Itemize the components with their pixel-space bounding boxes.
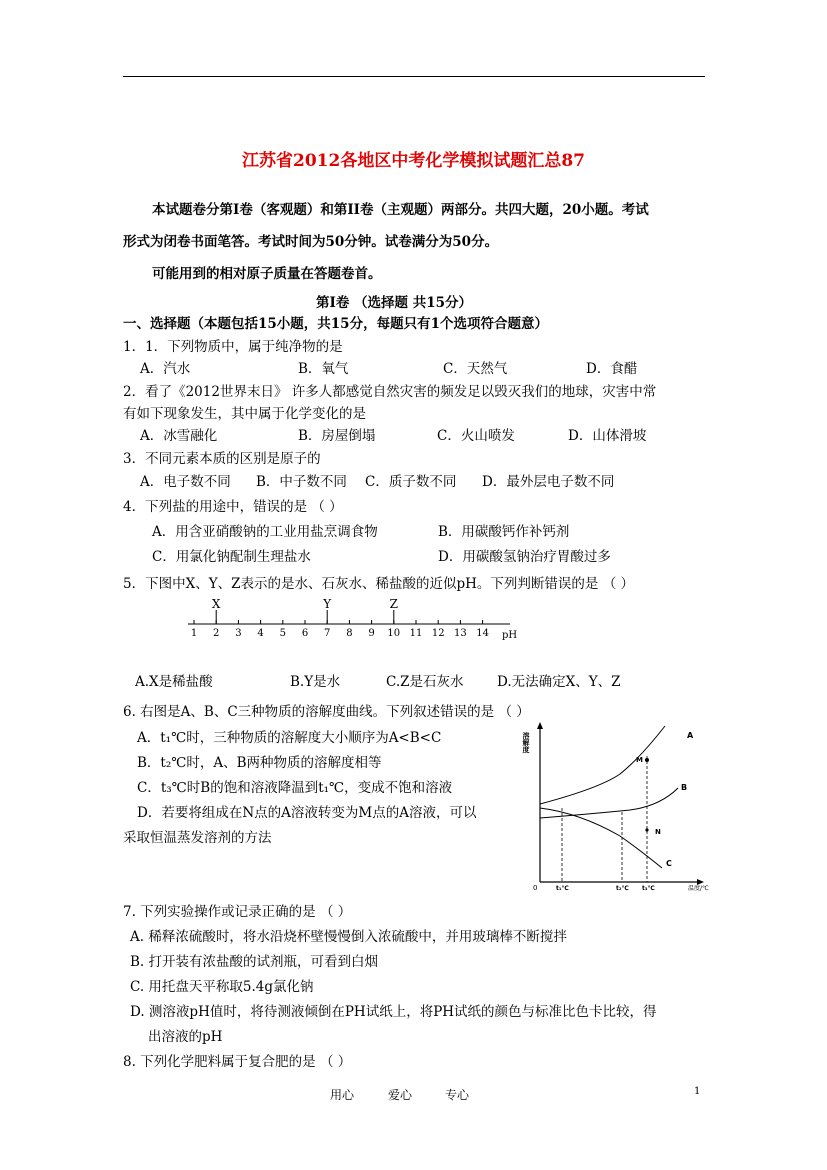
ph-tick-label: 9 [368,628,375,639]
ph-tick-label: 8 [346,628,353,639]
origin-label: 0 [533,884,538,892]
ph-marker-label-z: Z [389,597,398,611]
q7-option-a: A. 稀释浓硫酸时，将水沿烧杯壁慢慢倒入浓硫酸中，并用玻璃棒不断搅拌 [130,929,567,945]
footer-text-1: 用心 [330,1088,355,1102]
q2-option-a: A．冰雪融化 [140,428,218,444]
ph-marker-label-y: Y [323,597,332,611]
q5-stem: 5．下图中X、Y、Z表示的是水、石灰水、稀盐酸的近似pH。下列判断错误的是 （ ） [123,576,634,592]
q7-stem: 7. 下列实验操作或记录正确的是 （ ） [123,904,352,920]
footer-text-2: 爱心 [388,1088,413,1102]
q4-option-c: C．用氯化钠配制生理盐水 [152,549,311,565]
q7-option-d-2: 出溶液的pH [148,1029,223,1045]
q4-option-b: B．用碳酸钙作补钙剂 [438,524,570,540]
q6-stem: 6. 右图是A、B、C三种物质的溶解度曲线。下列叙述错误的是 （ ） [123,704,530,720]
q5-option-b: B.Y是水 [290,674,341,690]
curve-a [540,726,665,804]
ph-tick-label: 14 [476,628,489,639]
q1-option-d: D．食醋 [586,361,638,377]
curve-c-label: C [666,859,672,868]
q6-option-d-2: 采取恒温蒸发溶剂的方法 [123,830,272,846]
y-axis-arrow [537,722,543,729]
q1-option-b: B．氧气 [298,361,349,377]
ph-tick-label: 11 [409,628,423,639]
q2-option-b: B．房屋倒塌 [298,428,376,444]
q3-stem: 3．不同元素本质的区别是原子的 [123,451,321,467]
q5-option-a: A.X是稀盐酸 [135,674,213,690]
ph-tick-label: 1 [190,628,198,639]
ph-marker-label-x: X [211,597,221,611]
q6-option-d-1: D．若要将组成在N点的A溶液转变为M点的A溶液，可以 [137,805,477,821]
section-subheader: 一、选择题（本题包括15小题，共15分，每题只有1个选项符合题意） [123,316,548,332]
q8-stem: 8. 下列化学肥料属于复合肥的是 （ ） [123,1054,352,1070]
q3-option-b: B．中子数不同 [256,474,347,490]
q4-option-a: A．用含亚硝酸钠的工业用盐烹调食物 [152,524,378,540]
ph-tick-label: 13 [454,628,467,639]
q2-option-c: C．火山喷发 [437,428,515,444]
page-number: 1 [694,1086,701,1097]
q2-stem-1: 2．看了《2012世界末日》 许多人都感觉自然灾害的频发足以毁灭我们的地球，灾害中常 [123,384,657,400]
q1-stem: 1．1．下列物质中，属于纯净物的是 [123,339,343,355]
ph-tick-label: 7 [324,628,331,639]
ph-tick-label: 4 [257,628,264,639]
curve-b [540,788,678,818]
ph-unit-label: pH [502,630,518,641]
ph-tick-label: 12 [431,628,445,639]
q4-stem: 4．下列盐的用途中，错误的是 （ ） [123,499,343,515]
t2-label: t₂℃ [616,885,629,892]
solubility-graph [520,718,720,893]
point-n [645,828,648,831]
q6-option-b: B．t₂℃时，A、B两种物质的溶解度相等 [137,755,382,771]
intro-line-3: 可能用到的相对原子质量在答题卷首。 [152,266,382,282]
q7-option-d-1: D. 测溶液pH值时，将待测液倾倒在PH试纸上，将PH试纸的颜色与标准比色卡比较，得 [130,1004,657,1020]
q5-option-d: D.无法确定X、Y、Z [497,674,621,690]
curve-b-label: B [681,783,688,792]
q3-option-d: D．最外层电子数不同 [482,474,615,490]
point-n-label: N [655,828,661,836]
q5-option-c: C.Z是石灰水 [386,674,464,690]
curve-a-label: A [687,731,694,740]
q3-option-a: A．电子数不同 [140,474,231,490]
q2-option-d: D．山体滑坡 [568,428,647,444]
q7-option-c: C. 用托盘天平称取5.4g氯化钠 [130,979,314,995]
y-axis-label: 溶解度 [522,732,530,753]
q6-option-c: C．t₃℃时B的饱和溶液降温到t₁℃，变成不饱和溶液 [137,780,453,796]
q6-option-a: A．t₁℃时，三种物质的溶解度大小顺序为A<B<C [137,730,442,746]
point-m [645,758,649,762]
q4-option-d: D．用碳酸氢钠治疗胃酸过多 [438,549,611,565]
ph-tick-label: 10 [387,628,401,639]
section-header: 第Ⅰ卷 （选择题 共15分） [316,295,473,311]
t3-label: t₃℃ [642,885,655,892]
point-m-label: M [636,756,643,764]
q3-option-c: C．质子数不同 [365,474,457,490]
q7-option-b: B. 打开装有浓盐酸的试剂瓶，可看到白烟 [130,954,379,970]
intro-line-1: 本试题卷分第Ⅰ卷（客观题）和第II卷（主观题）两部分。共四大题，20小题。考试 [152,202,649,218]
x-axis-label: 温度/℃ [688,885,709,892]
footer-text-3: 专心 [445,1088,470,1102]
t1-label: t₁℃ [556,885,569,892]
ph-tick-label: 2 [213,628,220,639]
header-rule [123,76,705,77]
ph-tick-label: 6 [301,628,309,639]
q1-option-c: C．天然气 [443,361,508,377]
ph-scale-figure [180,596,520,644]
intro-line-2: 形式为闭卷书面笔答。考试时间为50分钟。试卷满分为50分。 [123,234,499,250]
q1-option-a: A．汽水 [140,361,191,377]
page-title: 江苏省2012各地区中考化学模拟试题汇总87 [242,151,585,171]
ph-tick-label: 5 [279,628,286,639]
q2-stem-2: 有如下现象发生，其中属于化学变化的是 [123,406,366,422]
ph-tick-label: 3 [235,628,242,639]
